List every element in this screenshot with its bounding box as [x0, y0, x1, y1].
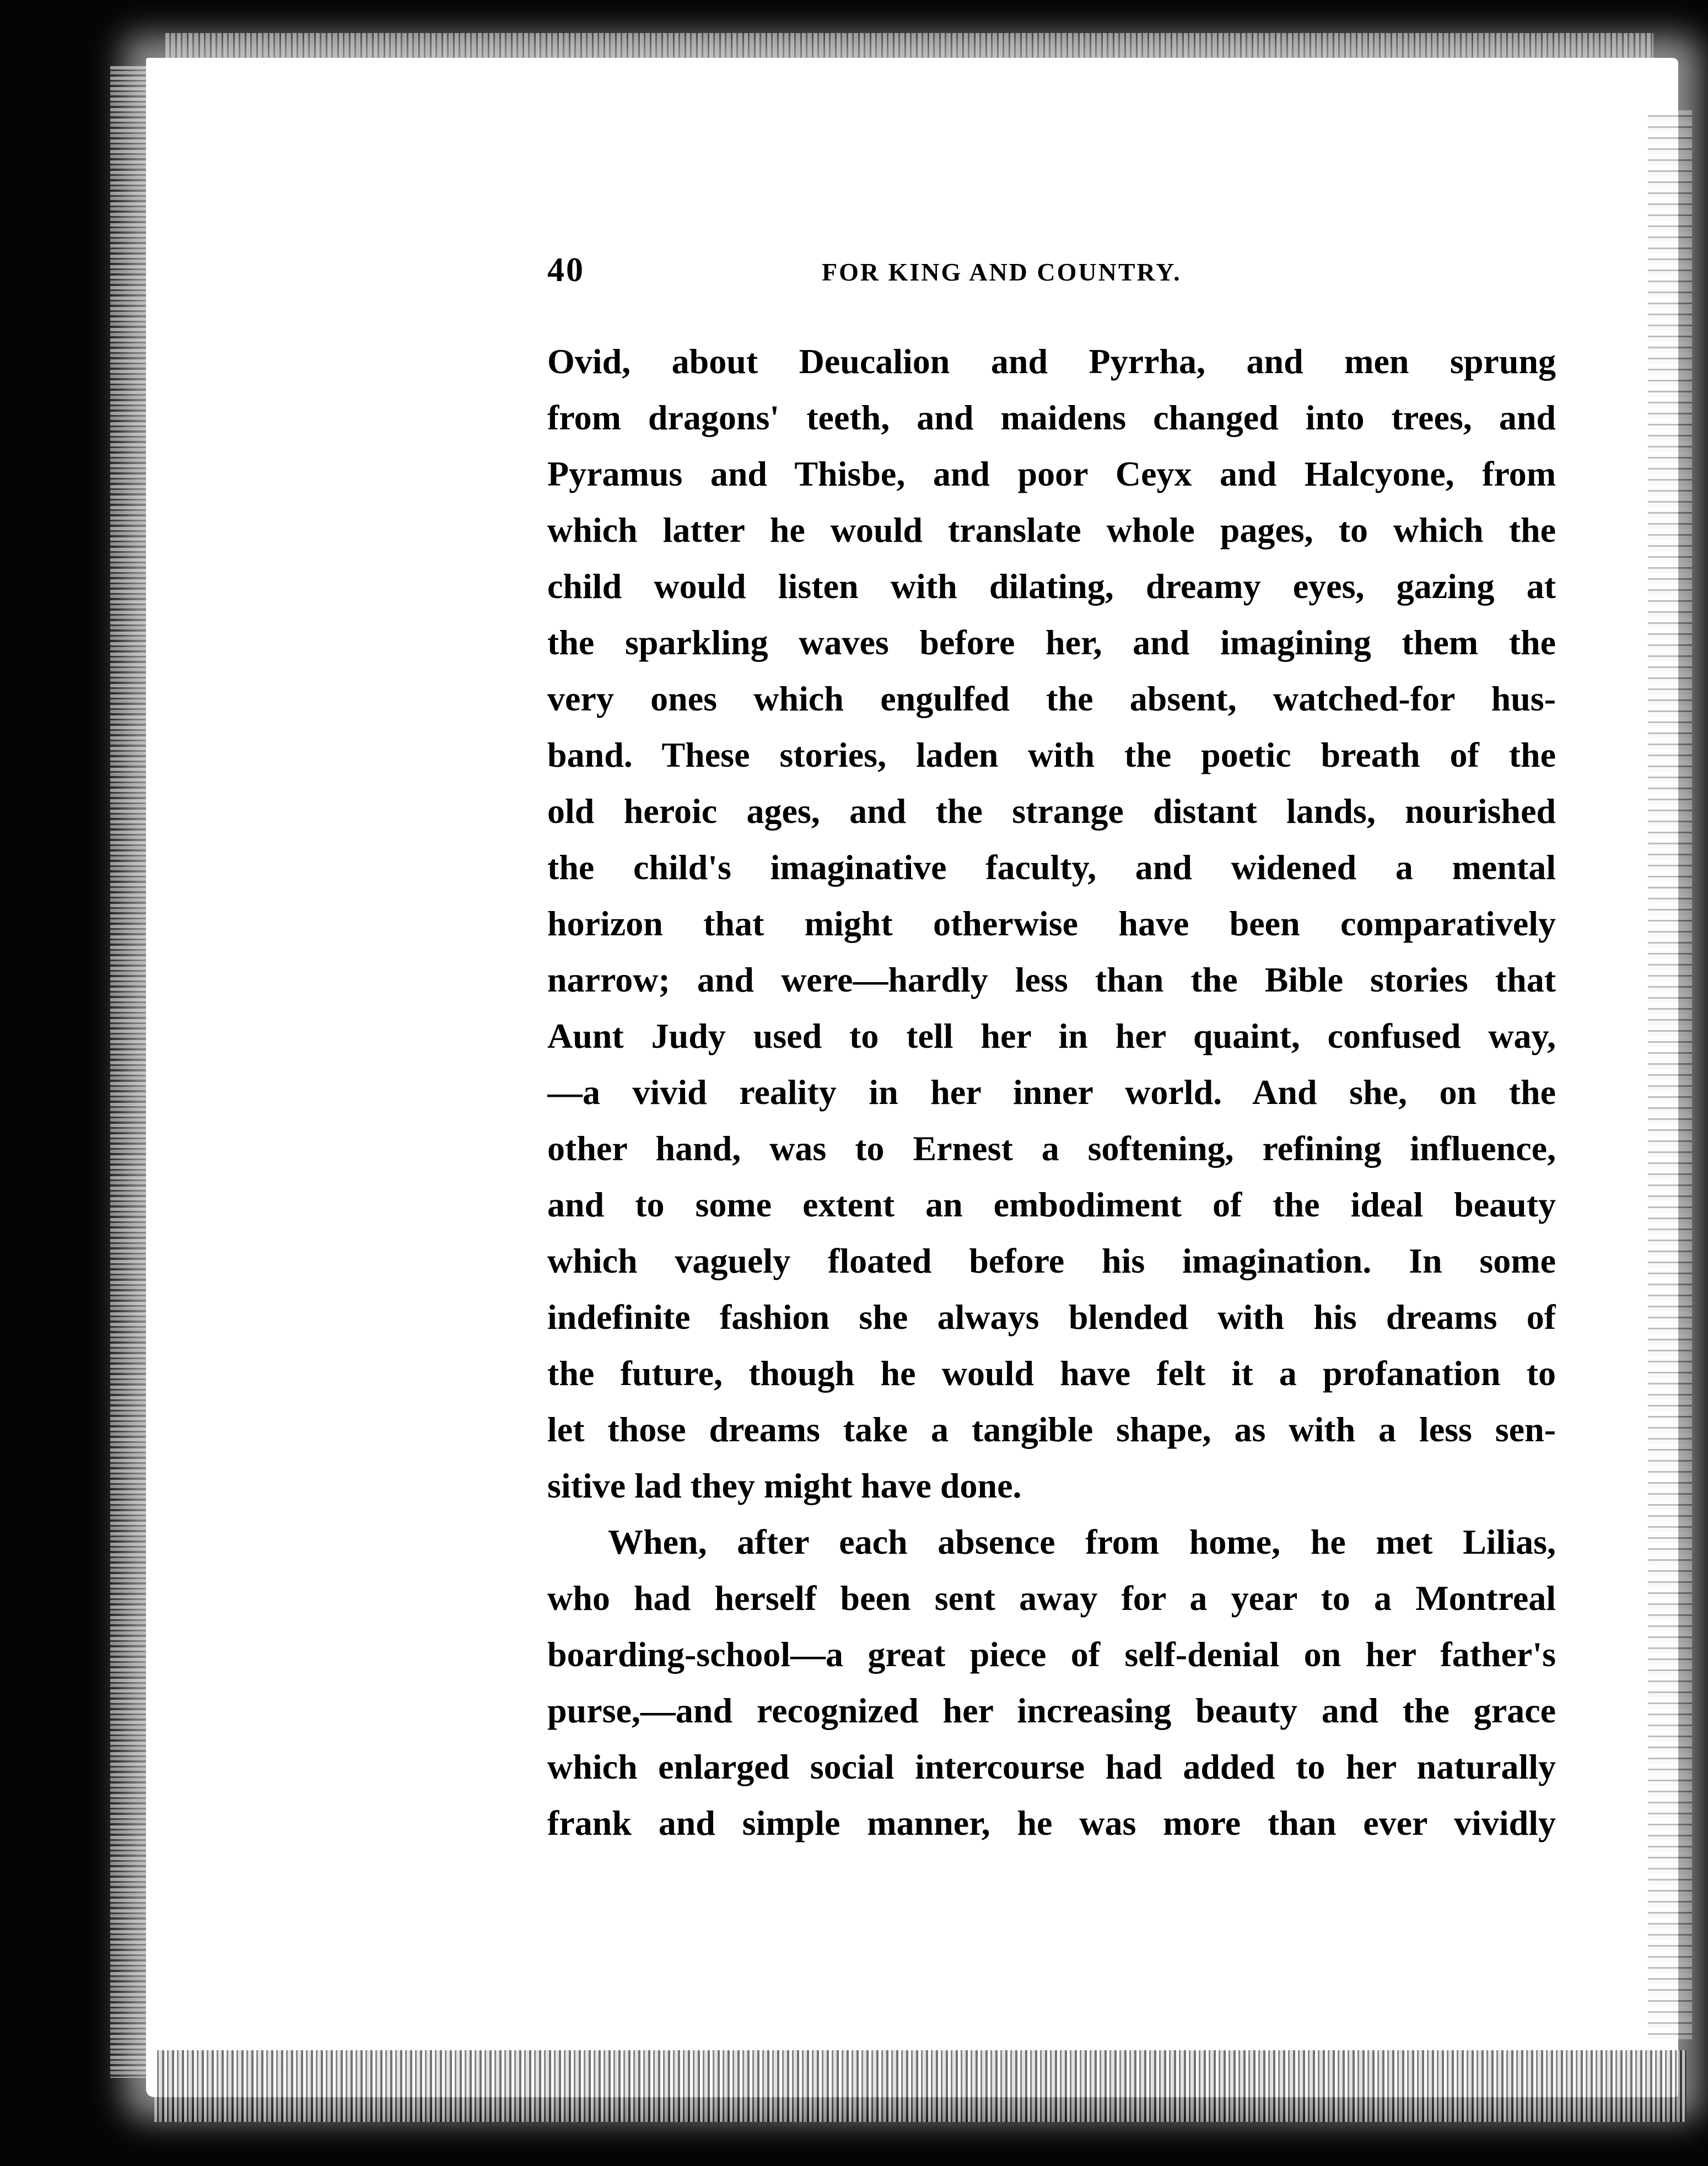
text-line: indefinite fashion she always blended with his dreams of — [547, 1297, 1556, 1337]
text-line: Ovid, about Deucalion and Pyrrha, and men sprung — [547, 342, 1556, 381]
text-line: and to some extent an embodiment of the ideal beauty — [547, 1185, 1556, 1224]
text-line: the sparkling waves before her, and imagining them the — [547, 623, 1556, 662]
text-line: When, after each absence from home, he met Lilias, — [608, 1522, 1556, 1561]
running-title: FOR KING AND COUNTRY. — [822, 258, 1182, 286]
text-line: which latter he would translate whole pages, to which the — [547, 510, 1556, 549]
text-line: band. These stories, laden with the poetic breath of the — [547, 735, 1556, 774]
text-line: —a vivid reality in her inner world. And she, on the — [547, 1073, 1556, 1112]
text-line: old heroic ages, and the strange distant lands, nourished — [547, 791, 1556, 831]
text-line: sitive lad they might have done. — [547, 1466, 1022, 1505]
scan-noise-bottom — [154, 2050, 1687, 2122]
body-text — [547, 333, 1556, 1851]
text-line: horizon that might otherwise have been comparatively — [547, 904, 1556, 943]
paragraph-2 — [547, 1514, 1556, 1851]
text-line: the child's imaginative faculty, and widened a mental — [547, 848, 1556, 887]
text-line: boarding-school—a great piece of self-denial on her father's — [547, 1635, 1556, 1674]
text-line: which vaguely floated before his imagination. In some — [547, 1241, 1556, 1280]
text-line: Aunt Judy used to tell her in her quaint, confused way, — [547, 1016, 1556, 1055]
text-line: let those dreams take a tangible shape, as with a less sen- — [547, 1410, 1556, 1449]
page-number: 40 — [547, 251, 585, 289]
text-line: purse,—and recognized her increasing beauty and the grace — [547, 1691, 1556, 1730]
text-line: who had herself been sent away for a year to a Montreal — [547, 1578, 1556, 1618]
text-line: which enlarged social intercourse had added to her naturally — [547, 1747, 1556, 1786]
running-head — [547, 251, 1556, 295]
text-line: very ones which engulfed the absent, watched-for hus- — [547, 679, 1556, 718]
text-line: Pyramus and Thisbe, and poor Ceyx and Halcyone, from — [547, 454, 1556, 493]
page-text-block — [547, 251, 1556, 1851]
text-line: the future, though he would have felt it a profanation to — [547, 1354, 1556, 1393]
text-line: child would listen with dilating, dreamy eyes, gazing at — [547, 567, 1556, 606]
text-line: from dragons' teeth, and maidens changed into trees, and — [547, 398, 1556, 437]
text-line: frank and simple manner, he was more than ever vividly — [547, 1803, 1556, 1842]
text-line: other hand, was to Ernest a softening, refining influence, — [547, 1129, 1556, 1168]
paragraph-1 — [547, 333, 1556, 1514]
text-line: narrow; and were—hardly less than the Bible stories that — [547, 960, 1556, 999]
scan-noise-right — [1648, 110, 1692, 2039]
